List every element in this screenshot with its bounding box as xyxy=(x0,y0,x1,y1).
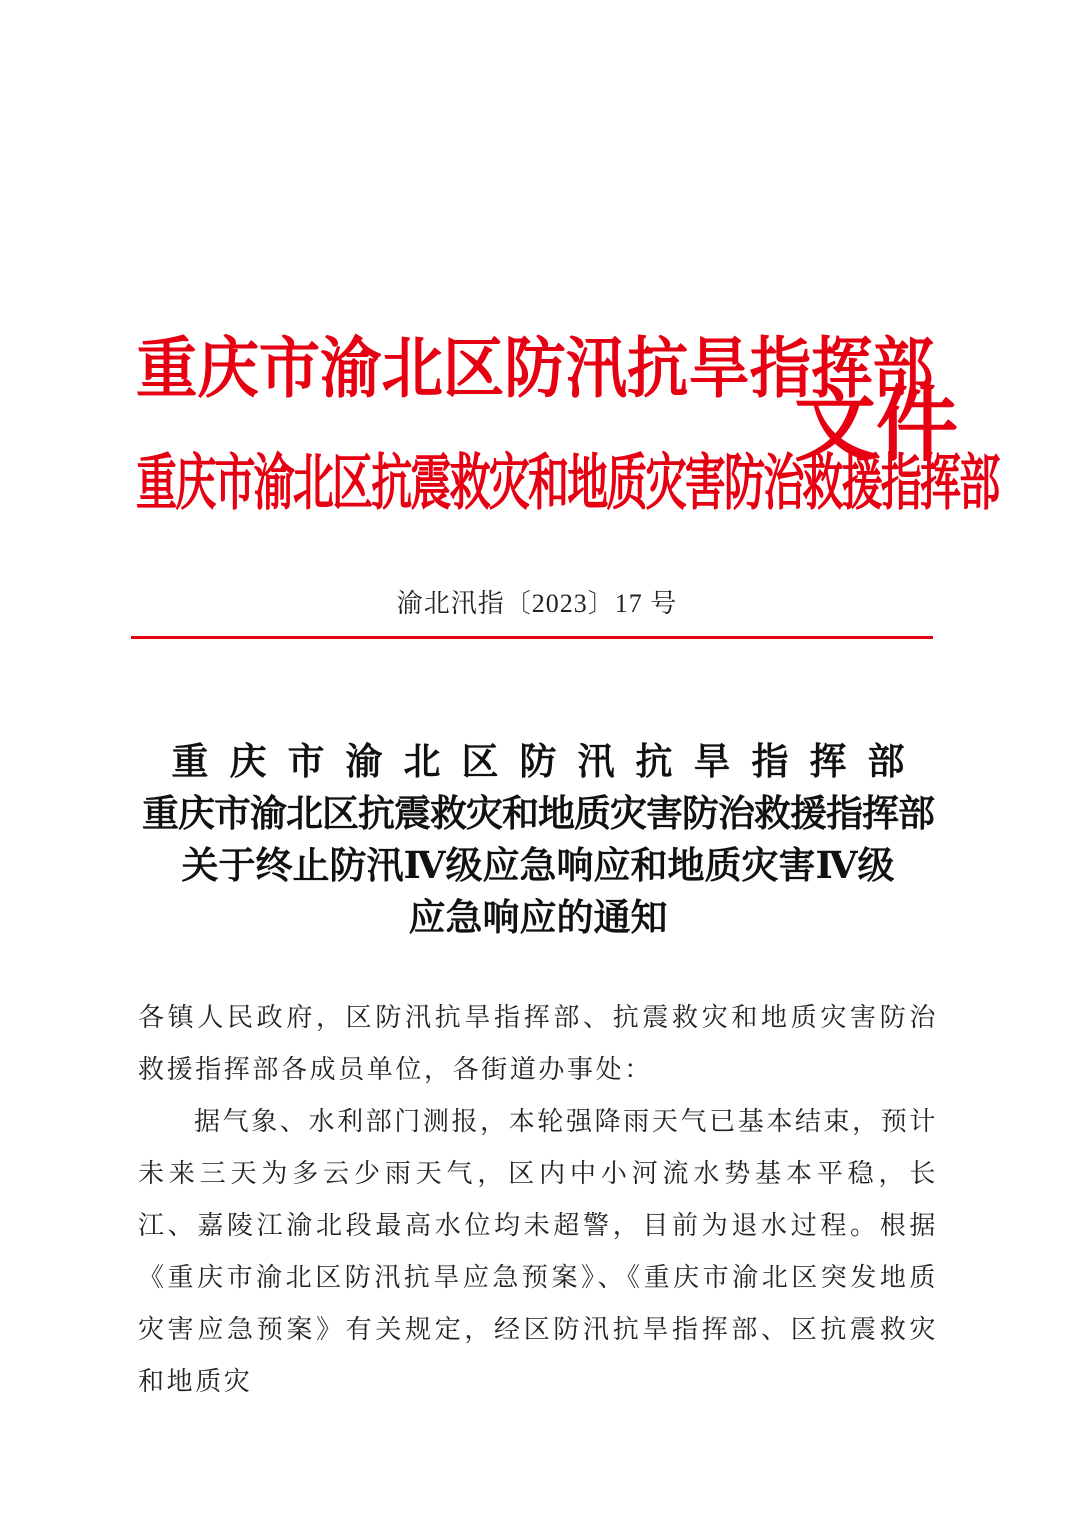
document-number: 渝北汛指〔2023〕17 号 xyxy=(396,589,678,618)
title-line-2: 重庆市渝北区抗震救灾和地质灾害防治救援指挥部 xyxy=(142,791,934,835)
salutation: 各镇人民政府，区防汛抗旱指挥部、抗震救灾和地质灾害防治救援指挥部各成员单位，各街道办事处： xyxy=(138,1003,938,1085)
document-title xyxy=(138,735,938,943)
red-header xyxy=(136,318,999,519)
title-line-3: 关于终止防汛Ⅳ级应急响应和地质灾害Ⅳ级 xyxy=(181,843,895,887)
red-divider-line xyxy=(131,636,933,639)
title-line-4: 应急响应的通知 xyxy=(408,895,668,939)
title-line-1: 重庆市渝北区防汛抗旱指挥部 xyxy=(171,739,926,783)
document-body xyxy=(138,992,938,1408)
header-org-line2: 重庆市渝北区抗震救灾和地质灾害防治救援指挥部 xyxy=(136,447,999,519)
body-paragraph: 据气象、水利部门测报，本轮强降雨天气已基本结束，预计未来三天为多云少雨天气，区内中小河流水势基本平稳，长江、嘉陵江渝北段最高水位均未超警，目前为退水过程。根据《重庆市渝北区防汛抗旱应急预案》、《重庆市渝北区突发地质灾害应急预案》有关规定，经区防汛抗旱指挥部、区抗震救灾和地质灾 xyxy=(138,1107,938,1397)
header-org-line1: 重庆市渝北区防汛抗旱指挥部 xyxy=(136,329,934,407)
header-doc-type: 文件 xyxy=(794,377,959,473)
